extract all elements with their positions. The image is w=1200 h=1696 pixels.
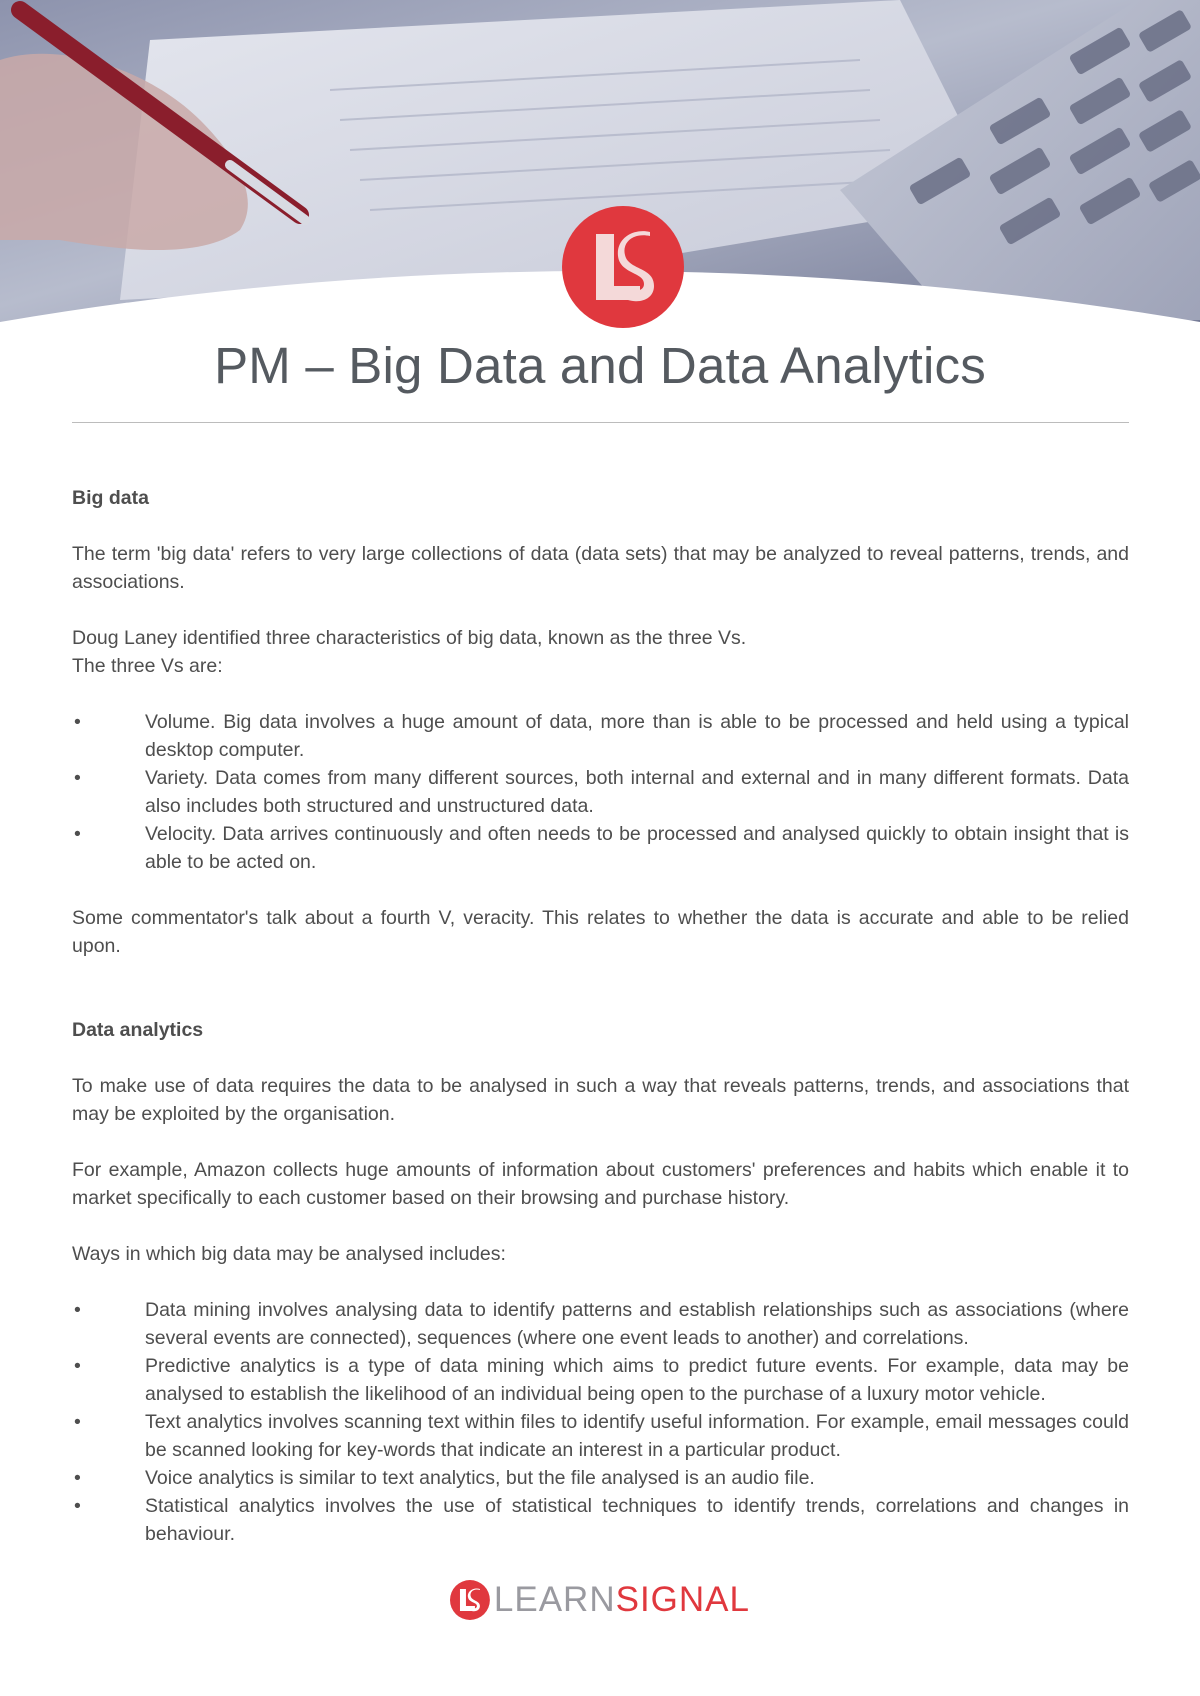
list-item: • Predictive analytics is a type of data mining which aims to predict future events. For example, data may be analysed to establish the likelihood of an individual being open to the purchase of a luxury motor vehicle. <box>72 1352 1129 1408</box>
paragraph: The term 'big data' refers to very large collections of data (data sets) that may be analyzed to reveal patterns, trends, and associations. <box>72 543 1129 593</box>
section-heading-data-analytics: Data analytics <box>72 1019 204 1041</box>
document-body <box>72 484 1129 1548</box>
bullet-icon: • <box>74 1355 81 1377</box>
bullet-icon: • <box>74 1467 81 1489</box>
brand-name: LEARNSIGNAL <box>493 1580 750 1619</box>
bullet-icon: • <box>74 711 81 733</box>
paragraph: Ways in which big data may be analysed includes: <box>72 1243 506 1265</box>
paragraph: The three Vs are: <box>72 655 223 677</box>
list-item: • Velocity. Data arrives continuously and often needs to be processed and analysed quickly to obtain insight that is able to be acted on. <box>72 820 1129 876</box>
paragraph: To make use of data requires the data to be analysed in such a way that reveals patterns, trends, and associations that may be exploited by the organisation. <box>72 1075 1129 1125</box>
list-item: • Statistical analytics involves the use of statistical techniques to identify trends, correlations and changes in behaviour. <box>72 1492 1129 1548</box>
bullet-icon: • <box>74 1299 81 1321</box>
bullet-icon: • <box>74 1411 81 1433</box>
bullet-icon: • <box>74 767 81 789</box>
paragraph: Some commentator's talk about a fourth V, veracity. This relates to whether the data is accurate and able to be relied upon. <box>72 907 1129 957</box>
list-item: • Volume. Big data involves a huge amount of data, more than is able to be processed and held using a typical desktop computer. <box>72 708 1129 764</box>
page-title: PM – Big Data and Data Analytics <box>214 337 986 394</box>
list-item: • Voice analytics is similar to text analytics, but the file analysed is an audio file. <box>72 1464 1129 1492</box>
three-vs-list <box>72 708 1129 876</box>
paragraph: Doug Laney identified three characteristics of big data, known as the three Vs. <box>72 627 747 649</box>
list-item: • Data mining involves analysing data to identify patterns and establish relationships such as associations (where several events are connected), sequences (where one event leads to another) and correlations. <box>72 1296 1129 1352</box>
learnsignal-mark-icon <box>450 1580 490 1620</box>
title-divider <box>72 422 1129 423</box>
footer-brand-logo <box>450 1577 750 1623</box>
bullet-icon: • <box>74 823 81 845</box>
list-item: • Text analytics involves scanning text within files to identify useful information. For example, email messages could be scanned looking for key-words that indicate an interest in a particular product. <box>72 1408 1129 1464</box>
paragraph: For example, Amazon collects huge amounts of information about customers' preferences and habits which enable it to market specifically to each customer based on their browsing and purchase history. <box>72 1159 1129 1209</box>
section-heading-big-data: Big data <box>72 487 149 509</box>
list-item: • Variety. Data comes from many different sources, both internal and external and in many different formats. Data also includes both structured and unstructured data. <box>72 764 1129 820</box>
analytics-methods-list <box>72 1296 1129 1548</box>
learnsignal-logo-icon <box>562 206 684 328</box>
bullet-icon: • <box>74 1495 81 1517</box>
